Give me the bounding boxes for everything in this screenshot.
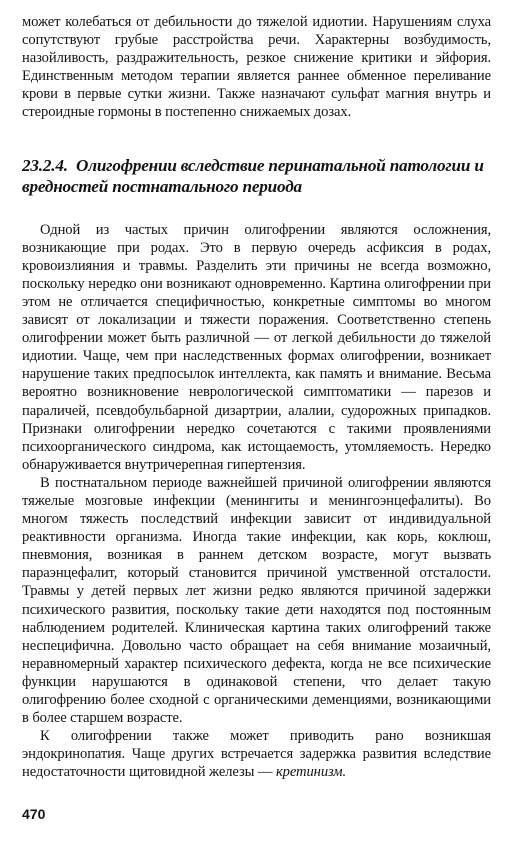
intro-paragraph: может колебаться от дебильности до тяжелой идиотии. Нарушениям слуха сопутствуют грубые расстройства речи. Характерны возбудимость, назойливость, раздражительность, резкое снижение критики и эйфория. Единственным методом терапии является раннее обменное переливание крови в первые сутки жизни. Также назначают сульфат магния внутрь и стероидные гормоны в постепенно снижаемых дозах.	[22, 14, 491, 121]
body-paragraph-postnatal: В постнатальном периоде важнейшей причиной олигофрении являются тяжелые мозговые инфекции (менингиты и менингоэнцефалиты). Во многом тяжесть последствий инфекции зависит от индивидуальной реактивности организма. Иногда такие инфекции, как корь, коклюш, пневмония, возникая в раннем детском возрасте, могут вызвать параэнцефалит, который становится причиной умственной отсталости. Травмы у детей первых лет жизни редко являются причиной задержки психического развития, поскольку такие дети находятся под постоянным наблюдением родителей. Клиническая картина таких олигофрений также неспецифична. Довольно часто обращает на себя внимание мозаичный, неравномерный характер психического дефекта, когда не все психические функции нарушаются в одинаковой степени, что делает такую олигофрению более сходной с органическими деменциями, возникающими в более старшем возрасте.	[22, 474, 491, 727]
section-title: Олигофрении вследствие перинатальной патологии и вредностей постнатального периода	[22, 155, 484, 196]
body-paragraph-perinatal: Одной из частых причин олигофрении являются осложнения, возникающие при родах. Это в первую очередь асфиксия в родах, кровоизлияния и травмы. Разделить эти причины не всегда возможно, поскольку нередко они возникают одновременно. Картина олигофрении при этом не отличается специфичностью, конкретные симптомы во многом зависят от локализации и тяжести поражения. Соответственно степень олигофрении может быть различной — от легкой дебильности до тяжелой идиотии. Чаще, чем при наследственных формах олигофрении, возникает нарушение таких предпосылок интеллекта, как память и внимание. Весьма вероятно возникновение неврологической симптоматики — парезов и параличей, псевдобульбарной дизартрии, алалии, судорожных припадков. Признаки олигофрении нередко сочетаются с такими проявлениями психоорганического синдрома, как истощаемость, утомляемость. Нередко обнаруживается внутричерепная гипертензия.	[22, 221, 491, 473]
emphasis-term: кретинизм.	[275, 764, 347, 781]
page-number: 470	[22, 806, 46, 822]
section-number: 23.2.4.	[22, 155, 68, 175]
section-heading	[22, 155, 491, 197]
body-paragraph-endocrine	[22, 727, 491, 781]
book-page	[22, 13, 491, 781]
endocrine-text: К олигофрении также может приводить рано возникшая эндокринопатия. Чаще других встречается задержка развития вследствие недостаточности щитовидной железы —	[22, 728, 491, 781]
